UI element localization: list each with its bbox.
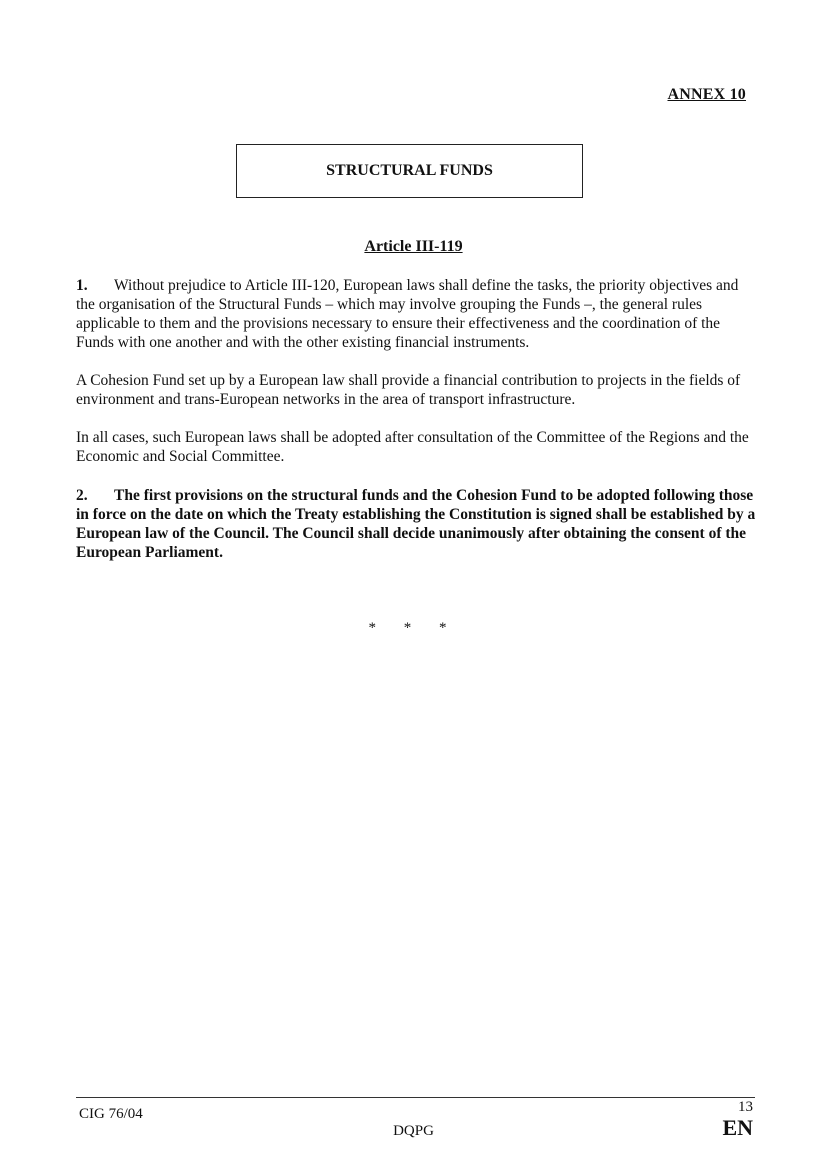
article-paragraph-3: In all cases, such European laws shall be adopted after consultation of the Committee of the Regions and the Economic and Social Committee. (76, 429, 749, 465)
paragraph-text-1: Without prejudice to Article III-120, European laws shall define the tasks, the priority objectives and the organisation of the Structural Funds – which may involve grouping the Funds –, the general rules applicable to them and the provisions necessary to ensure their effectiveness and the coordination of the Funds with one another and with the other existing financial instruments. (76, 277, 739, 351)
section-title: STRUCTURAL FUNDS (326, 162, 493, 179)
article-title: Article III-119 (364, 238, 463, 255)
section-title-box (236, 144, 583, 198)
annex-label: ANNEX 10 (667, 86, 746, 103)
footer-reference: CIG 76/04 (79, 1106, 143, 1122)
footer-divider (76, 1097, 755, 1098)
footer-page-number: 13 (738, 1099, 753, 1115)
article-paragraph-4 (76, 486, 756, 562)
article-paragraph-2: A Cohesion Fund set up by a European law shall provide a financial contribution to projects in the fields of environment and trans-European networks in the area of transport infrastructure. (76, 372, 741, 408)
section-separator: * * * (368, 620, 459, 636)
paragraph-number-2: 2. (76, 487, 88, 504)
paragraph-text-4: The first provisions on the structural funds and the Cohesion Fund to be adopted following those in force on the date on which the Treaty establishing the Constitution is signed shall be established by a European law of the Council. The Council shall decide unanimously after obtaining the consent of the European Parliament. (76, 487, 756, 561)
footer-language: EN (722, 1115, 753, 1140)
article-paragraph-1 (76, 276, 756, 352)
footer-department: DQPG (393, 1123, 434, 1139)
paragraph-number-1: 1. (76, 277, 88, 294)
